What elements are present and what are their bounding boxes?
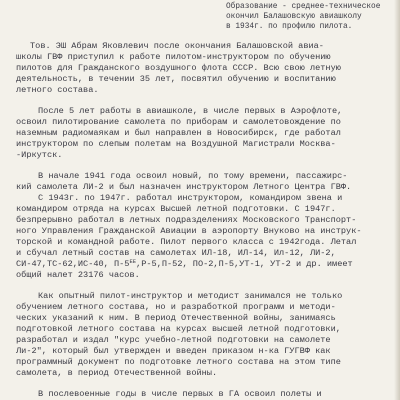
body-line: подготовкой летного состава на курсах высшей летной подготовки,: [16, 324, 341, 334]
body-line: наземным радиомаякам и был направлен в Новосибирск, где работал: [16, 128, 341, 138]
body-line: кий самолета ЛИ-2 и был назначен инструктором Летного Центра ГВФ.: [16, 182, 352, 192]
body-line: Как опытный пилот-инструктор и методист занимался не только: [38, 291, 343, 301]
body-line: ного Управления Гражданской Авиации в аэропорту Внуково на инструк-: [16, 226, 362, 236]
body-line: С 1943г. по 1947г. работал инструктором, командиром звена и: [38, 193, 343, 203]
body-line: школы ГВФ приступил к работе пилотом-инструктором по обучению: [16, 52, 331, 62]
body-line: освоил пилотирование самолета по приборам и самолетовождение по: [16, 117, 341, 127]
header-line: окончил Балашовскую авиашколу: [226, 13, 362, 21]
paper-edge-shadow: [394, 0, 400, 400]
body-line: безпрерывно работал в летных подразделениях Московского Транспорт-: [16, 215, 357, 225]
body-line: деятельность, в течении 35 лет, посвятил обучению и воспитанию: [16, 74, 336, 84]
body-line: торской и командной работе. Пилот первого класса с 1942года. Летал: [16, 237, 357, 247]
body-line: В начале 1941 года освоил новый, по тому времени, пассажирс-: [38, 171, 348, 181]
header-line: Образование - среднее-техническое: [226, 3, 381, 11]
body-line: разработал и издал "курс учебно-летной подготовки на самолете: [16, 335, 331, 345]
body-line: и сбучал летный состав на самолетах ИЛ-18, ИЛ-14, Ил-12, ЛИ-2,: [16, 248, 336, 258]
body-line: Ли-2", который был утвержден и введен приказом н-ка ГУГВФ как: [16, 346, 331, 356]
body-line: общий налет 23176 часов.: [16, 270, 140, 280]
body-line: обучением летного состава, но и разработкой программ и методи-: [16, 302, 336, 312]
aircraft-list-end: ,Р-5,П-52, ПО-2,П-5,УТ-1, УТ-2 и др. имеет: [136, 259, 353, 269]
body-line: командиром отряда на курсах Высшей летной подготовки. С 1947г.: [16, 204, 336, 214]
header-line: в 1934г. по профилю пилота.: [226, 23, 353, 31]
body-line: самолета, в период Отечественной войны.: [16, 368, 218, 378]
body-line: инструктором по слепым полетам на Воздушной Магистрали Москва-: [16, 139, 336, 149]
body-line: В послевоенные годы в числе первых в ГА освоил полеты и: [38, 389, 322, 399]
body-line: После 5 лет работы в авиашколе, в числе первых в Аэрофлоте,: [38, 106, 343, 116]
body-line: летного состава.: [16, 85, 99, 95]
body-line: Тов. ЭШ Абрам Яковлевич после окончания Балашовской авиа-: [30, 41, 324, 51]
body-line: -Иркутск.: [16, 150, 63, 160]
body-line: [16, 259, 353, 270]
aircraft-list-start: СИ-47,ТС-62,ИС-40, П-5: [16, 259, 130, 269]
superscript-mark: ЕЕ: [129, 258, 137, 265]
body-line: программный документ по подготовке летного состава на этом типе: [16, 357, 341, 367]
education-header: [226, 2, 398, 32]
body-line: ческих указаний к ним. В период Отечественной войны, занимаясь: [16, 313, 336, 323]
body-line: пилотов для Гражданского воздушного флота СССР. Всю свою летную: [16, 63, 341, 73]
